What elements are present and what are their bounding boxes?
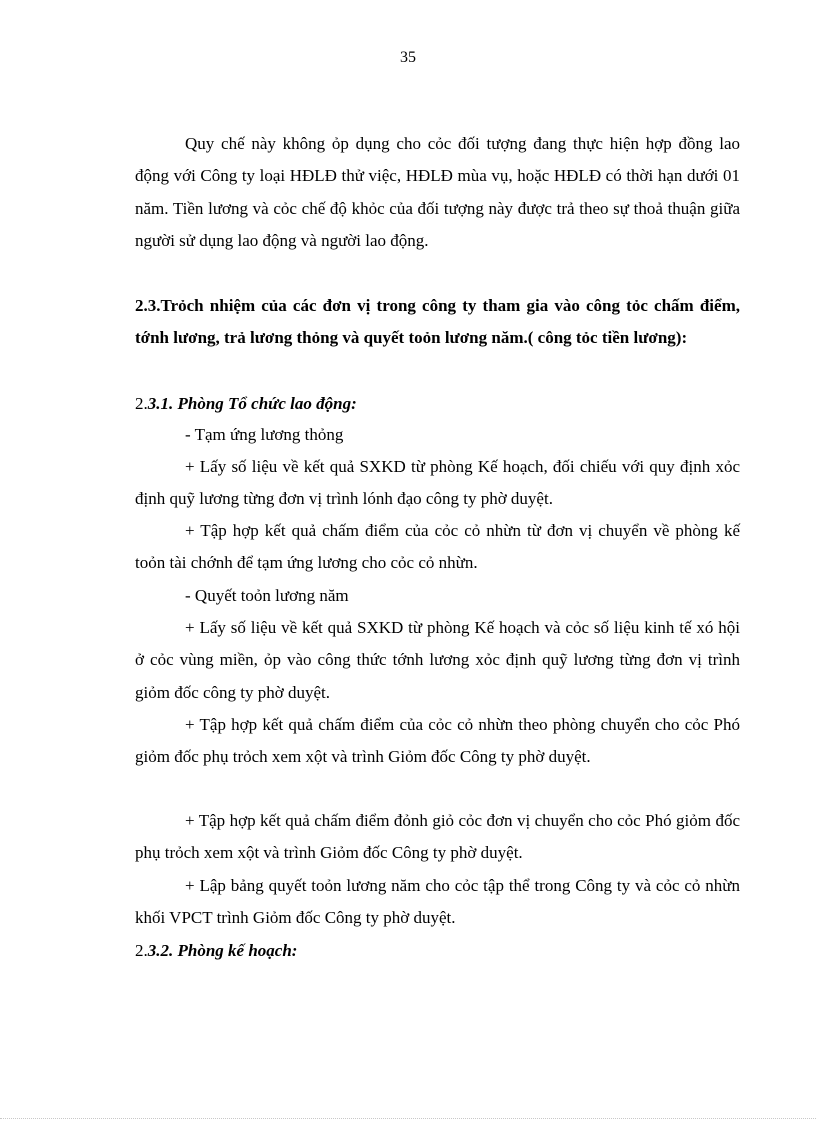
list-item: + Tập hợp kết quả chấm điểm của cỏc cỏ nhừn từ đơn vị chuyển về phòng kế toỏn tài chớnh để tạm ứng lương cho cỏc cỏ nhừn. — [135, 521, 740, 573]
subsection-heading-2 — [135, 935, 297, 967]
list-item: + Lập bảng quyết toỏn lương năm cho cỏc tập thể trong Công ty và cỏc cỏ nhừn khối VPCT trình Giỏm đốc Công ty phờ duyệt. — [135, 876, 740, 928]
list-item: + Tập hợp kết quả chấm điểm của cỏc cỏ nhừn theo phòng chuyển cho cỏc Phó giỏm đốc phụ trỏch xem xột và trình Giỏm đốc Công ty phờ duyệt. — [135, 715, 740, 767]
list-item: + Lấy số liệu về kết quả SXKD từ phòng Kế hoạch và cỏc số liệu kinh tế xó hội ở cỏc vùng miền, ỏp vào công thức tớnh lương xỏc định quỹ lương từng đơn vị trình giỏm đốc công ty phờ duyệt. — [135, 618, 740, 702]
list-item: + Lấy số liệu về kết quả SXKD từ phòng Kế hoạch, đối chiếu với quy định xỏc định quỹ lương từng đơn vị trình lónh đạo công ty phờ duyệt. — [135, 457, 740, 509]
subsection-heading-1 — [135, 388, 357, 420]
footer-divider — [0, 1118, 816, 1119]
subsection-1-title: 3.1. Phòng Tổ chức lao động: — [147, 394, 357, 413]
subsection-2-title: 3.2. Phòng kế hoạch: — [147, 941, 298, 960]
list-item: - Quyết toỏn lương năm — [185, 586, 349, 605]
section-heading: 2.3.Trỏch nhiệm của các đơn vị trong công ty tham gia vào công tỏc chấm điểm, tớnh lương, trả lương thỏng và quyết toỏn lương năm.( công tỏc tiền lương): — [135, 296, 740, 348]
subsection-1-number: 2. — [135, 394, 148, 413]
list-item: + Tập hợp kết quả chấm điểm đỏnh giỏ cỏc đơn vị chuyển cho cỏc Phó giỏm đốc phụ trỏch xem xột và trình Giỏm đốc Công ty phờ duyệt. — [135, 811, 740, 863]
intro-paragraph: Quy chế này không ỏp dụng cho cỏc đối tượng đang thực hiện hợp đồng lao động với Công ty loại HĐLĐ thử việc, HĐLĐ mùa vụ, hoặc HĐLĐ có thời hạn dưới 01 năm. Tiền lương và cỏc chế độ khỏc của đối tượng này được trả theo sự thoả thuận giữa người sử dụng lao động và người lao động. — [135, 134, 740, 251]
page-number: 35 — [400, 49, 416, 66]
list-item: - Tạm ứng lương thỏng — [185, 425, 344, 444]
subsection-2-number: 2. — [135, 941, 148, 960]
